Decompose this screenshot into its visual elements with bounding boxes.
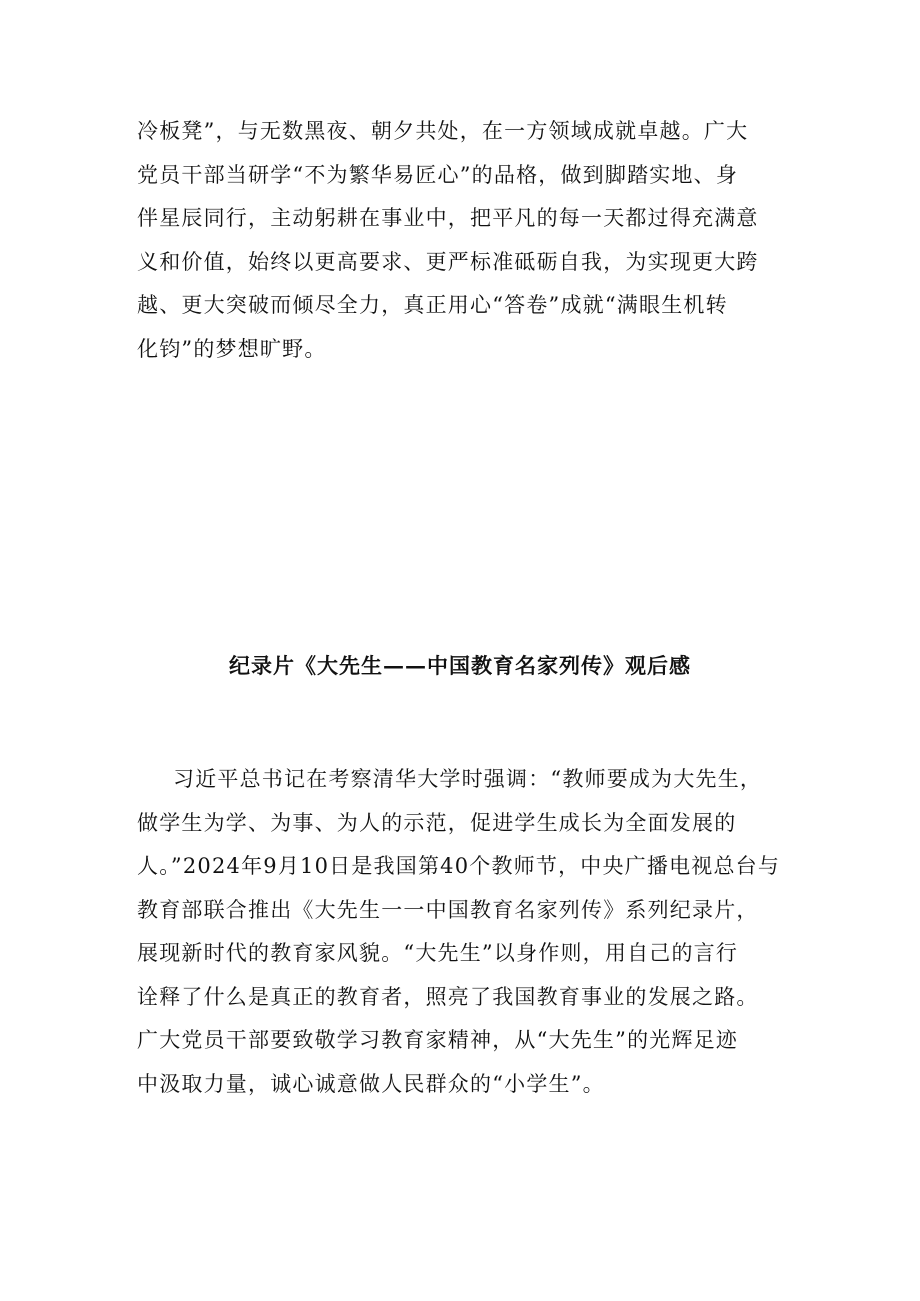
text-line: 广大党员干部要致敬学习教育家精神，从“大先生”的光辉足迹 (137, 1028, 739, 1052)
text-line: 化钧”的梦想旷野。 (137, 336, 327, 361)
article-title: 纪录片《大先生——中国教育名家列传》观后感 (229, 653, 691, 678)
text-line: 党员干部当研学“不为繁华易匠心”的品格，做到脚踏实地、身 (137, 162, 739, 187)
text-line: 教育部联合推出《大先生一一中国教育名家列传》系列纪录片， (137, 897, 759, 922)
paragraph-continued (137, 110, 797, 371)
text-line: 做学生为学、为事、为人的示范，促进学生成长为全面发展的 (137, 810, 737, 835)
text-line: 习近平总书记在考察清华大学时强调：“教师要成为大先生， (173, 767, 763, 791)
text-line: 人。”2024年9月10日是我国第40个教师节，中央广播电视总台与 (137, 854, 781, 878)
text-line: 越、更大突破而倾尽全力，真正用心“答卷”成就“满眼生机转 (137, 293, 728, 317)
text-line: 中汲取力量，诚心诚意做人民群众的“小学生”。 (137, 1071, 605, 1096)
paragraph-intro (137, 758, 797, 1106)
text-line: 冷板凳”，与无数黑夜、朝夕共处，在一方领域成就卓越。广大 (137, 119, 749, 143)
text-line: 义和价值，始终以更高要求、更严标准砥砺自我，为实现更大跨 (137, 249, 759, 274)
text-line: 展现新时代的教育家风貌。“大先生”以身作则，用自己的言行 (137, 941, 739, 965)
text-line: 诠释了什么是真正的教育者，照亮了我国教育事业的发展之路。 (137, 984, 759, 1009)
text-line: 伴星辰同行，主动躬耕在事业中，把平凡的每一天都过得充满意 (137, 206, 759, 230)
